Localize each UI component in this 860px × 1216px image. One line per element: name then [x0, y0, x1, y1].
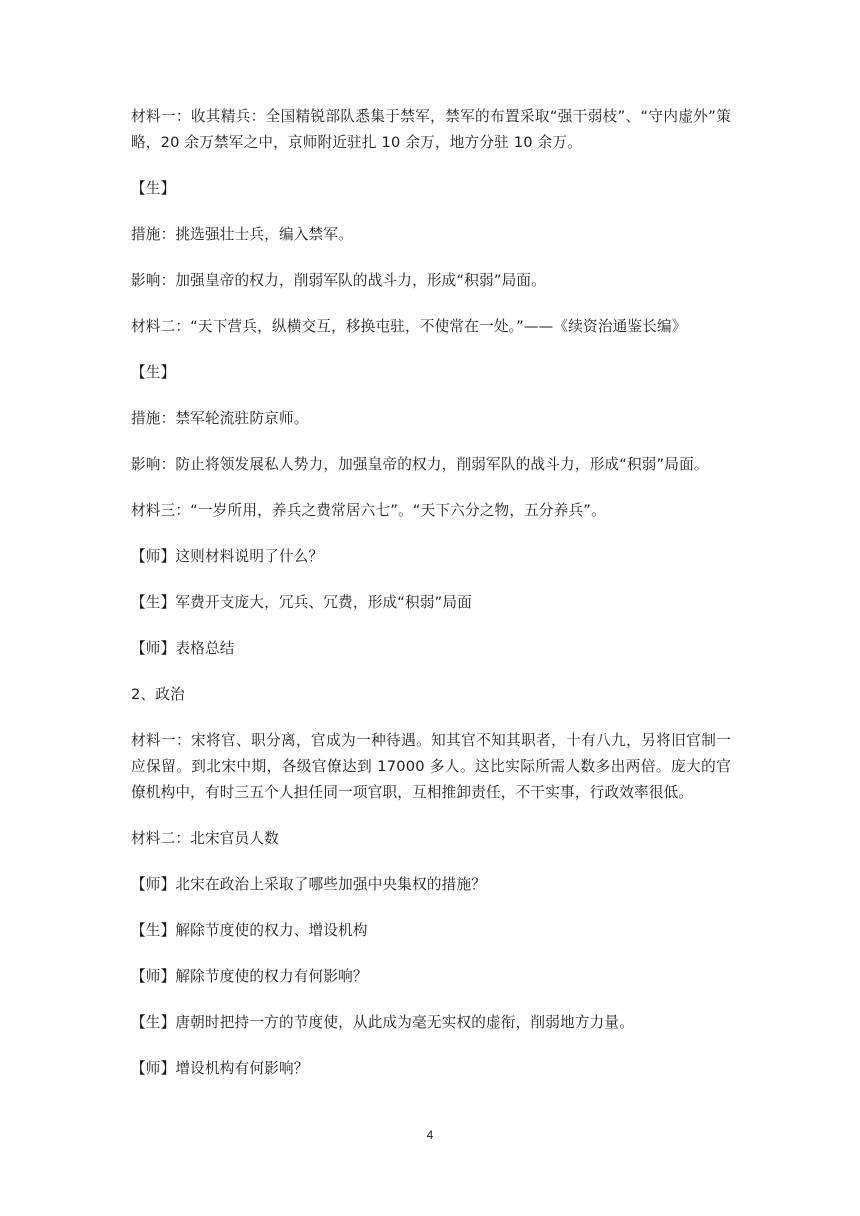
paragraph-teacher-question-jiedushi: 【师】解除节度使的权力有何影响？ — [131, 968, 368, 985]
paragraph-impact-rotation: 影响：防止将领发展私人势力，加强皇帝的权力，削弱军队的战斗力，形成“积弱”局面。 — [131, 456, 709, 473]
paragraph-student-answer-jiedushi: 【生】唐朝时把持一方的节度使，从此成为毫无实权的虚衔，削弱地方力量。 — [131, 1014, 634, 1031]
document-body — [131, 104, 731, 1102]
paragraph-measure-select-soldiers: 措施：挑选强壮士兵，编入禁军。 — [131, 226, 353, 243]
page-number: 4 — [426, 1128, 434, 1142]
paragraph-teacher-summary: 【师】表格总结 — [131, 640, 235, 657]
paragraph-material-1-elite-troops: 材料一：收其精兵：全国精锐部队悉集于禁军，禁军的布置采取“强干弱枝”、“守内虚外”策略，20 余万禁军之中，京师附近驻扎 10 余万，地方分驻 10 余万。 — [131, 108, 731, 151]
paragraph-material-2-rotation: 材料二：“天下营兵，纵横交互，移换屯驻，不使常在一处。”——《续资治通鉴长编》 — [131, 318, 687, 335]
paragraph-impact-weakness: 影响：加强皇帝的权力，削弱军队的战斗力，形成“积弱”局面。 — [131, 272, 546, 289]
paragraph-politics-material-1: 材料一：宋将官、职分离，官成为一种待遇。知其官不知其职者，十有八九，另将旧官制一应保留。到北宋中期，各级官僚达到 17000 多人。这比实际所需人数多出两倍。庞大的官僚机构中，有时三五个人担任同一项官职，互相推卸责任，不干实事，行政效率很低。 — [131, 732, 731, 801]
paragraph-teacher-question-institutions: 【师】增设机构有何影响？ — [131, 1060, 309, 1077]
section-heading-politics: 2、政治 — [131, 686, 185, 703]
paragraph-teacher-question: 【师】这则材料说明了什么？ — [131, 548, 324, 565]
paragraph-teacher-question-politics: 【师】北宋在政治上采取了哪些加强中央集权的措施？ — [131, 876, 487, 893]
paragraph-student-answer-politics: 【生】解除节度使的权力、增设机构 — [131, 922, 368, 939]
paragraph-student-answer: 【生】军费开支庞大，冗兵、冗费，形成“积弱”局面 — [131, 594, 472, 611]
paragraph-measure-rotation: 措施：禁军轮流驻防京师。 — [131, 410, 309, 427]
paragraph-politics-material-2: 材料二：北宋官员人数 — [131, 830, 279, 847]
paragraph-student-label: 【生】 — [131, 364, 176, 381]
paragraph-student-label: 【生】 — [131, 180, 176, 197]
paragraph-material-3-military-cost: 材料三：“一岁所用，养兵之费常居六七”。“天下六分之物，五分养兵”。 — [131, 502, 606, 519]
